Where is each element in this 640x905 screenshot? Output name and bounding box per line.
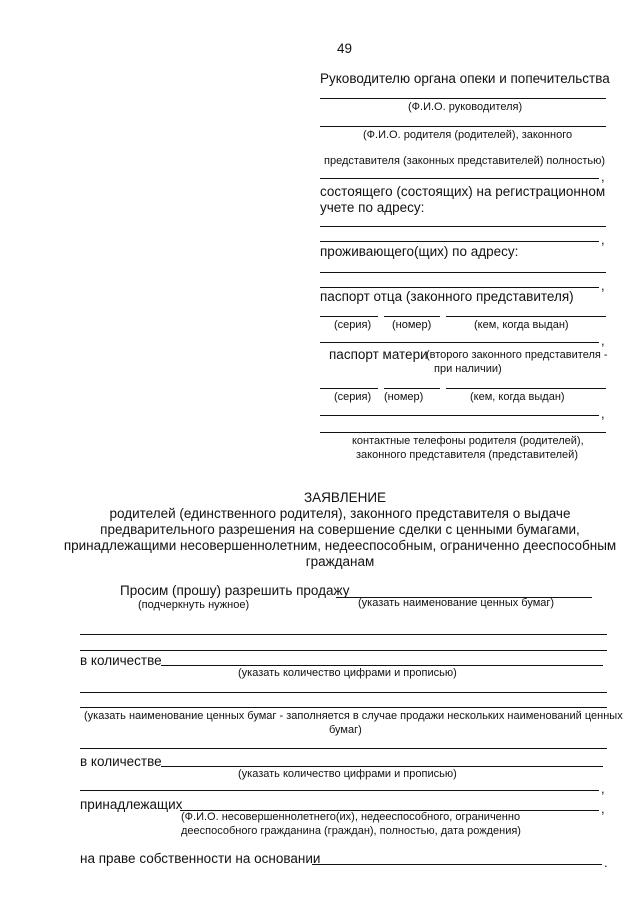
parent-name-hint-1: (Ф.И.О. родителя (родителей), законного: [363, 129, 573, 141]
father-number-field[interactable]: [384, 316, 440, 317]
securities-multi-field-1[interactable]: [80, 692, 607, 693]
securities-multi-hint-1: (указать наименование ценных бумаг - заполняется в случае продажи нескольких наименований ценных: [84, 710, 623, 722]
belonging-hint-2: дееспособного гражданина (граждан), полностью, дата рождения): [181, 825, 521, 837]
comma: ,: [601, 333, 605, 348]
parent-name-field[interactable]: [320, 126, 606, 127]
parent-name-field-2[interactable]: [320, 178, 599, 179]
mother-passport-note-1: (второго законного представителя -: [426, 349, 608, 361]
underline-hint: (подчеркнуть нужное): [138, 599, 250, 611]
residing-address-field-1[interactable]: [320, 272, 606, 273]
quantity-hint-1: (указать количество цифрами и прописью): [238, 667, 457, 679]
registered-address-field-2[interactable]: [320, 241, 599, 242]
father-issued-hint: (кем, когда выдан): [474, 319, 569, 331]
securities-multi-field-3[interactable]: [80, 748, 607, 749]
residing-address-label: проживающего(щих) по адресу:: [320, 244, 519, 259]
document-heading: ЗАЯВЛЕНИЕ: [303, 490, 387, 505]
phones-hint-2: законного представителя (представителей): [356, 449, 578, 461]
registered-address-field-1[interactable]: [320, 226, 606, 227]
father-number-hint: (номер): [392, 319, 432, 331]
father-series-field[interactable]: [320, 316, 378, 317]
mother-series-field[interactable]: [320, 388, 378, 389]
mother-number-field[interactable]: [384, 388, 440, 389]
registered-address-label-2: учете по адресу:: [320, 200, 425, 215]
mother-issued-field[interactable]: [446, 388, 606, 389]
page-number: 49: [337, 41, 353, 56]
comma: ,: [601, 781, 605, 796]
mother-passport-label: паспорт матери: [329, 347, 428, 362]
comma: ,: [601, 801, 605, 816]
father-issued-field[interactable]: [446, 316, 606, 317]
parent-name-hint-2: представителя (законных представителей) полностью): [324, 155, 606, 167]
father-series-hint: (серия): [334, 319, 372, 331]
quantity-field-2-continued[interactable]: [80, 790, 599, 791]
belonging-hint-1: (Ф.И.О. несовершеннолетнего(их), недееспособного, ограниченно: [181, 811, 521, 823]
mother-series-hint: (серия): [334, 391, 372, 403]
mother-passport-field-2[interactable]: [320, 415, 599, 416]
comma: ,: [601, 169, 605, 184]
comma: ,: [601, 406, 605, 421]
quantity-label-1: в количестве: [80, 653, 162, 668]
quantity-label-2: в количестве: [80, 754, 162, 769]
head-name-hint: (Ф.И.О. руководителя): [408, 101, 523, 113]
father-passport-field-2[interactable]: [320, 342, 599, 343]
document-title-line-1: родителей (единственного родителя), законного представителя о выдаче: [109, 506, 571, 521]
quantity-hint-2: (указать количество цифрами и прописью): [238, 768, 457, 780]
period: .: [604, 855, 608, 870]
head-name-field[interactable]: [320, 98, 606, 99]
securities-name-hint: (указать наименование ценных бумаг): [358, 597, 555, 609]
phones-field[interactable]: [320, 432, 606, 433]
mother-issued-hint: (кем, когда выдан): [470, 391, 565, 403]
addressee-line: Руководителю органа опеки и попечительства: [320, 71, 610, 86]
document-title-line-2: предварительного разрешения на совершение сделки с ценными бумагами,: [100, 522, 580, 537]
comma: ,: [601, 278, 605, 293]
securities-multi-field-2[interactable]: [80, 707, 607, 708]
quantity-field-2[interactable]: [161, 766, 603, 767]
phones-hint-1: контактные телефоны родителя (родителей),: [352, 435, 584, 447]
securities-multi-hint-2: бумаг): [329, 724, 362, 736]
mother-passport-note-2: при наличии): [434, 363, 502, 375]
father-passport-label: паспорт отца (законного представителя): [320, 289, 574, 304]
document-title-line-4: гражданам: [305, 554, 375, 569]
ownership-label: на праве собственности на основании: [80, 851, 321, 866]
belonging-label: принадлежащих: [80, 797, 183, 812]
mother-number-hint: (номер): [384, 391, 424, 403]
securities-name-field-2[interactable]: [80, 634, 607, 635]
securities-name-field-3[interactable]: [80, 650, 607, 651]
document-title-line-3: принадлежащими несовершеннолетним, недееспособным, ограниченно дееспособным: [63, 538, 617, 553]
residing-address-field-2[interactable]: [320, 287, 599, 288]
quantity-field-1[interactable]: [161, 665, 603, 666]
ownership-basis-field[interactable]: [312, 864, 602, 865]
comma: ,: [601, 232, 605, 247]
request-label: Просим (прошу) разрешить продажу: [120, 583, 350, 598]
registered-address-label-1: состоящего (состоящих) на регистрационном: [320, 184, 606, 199]
